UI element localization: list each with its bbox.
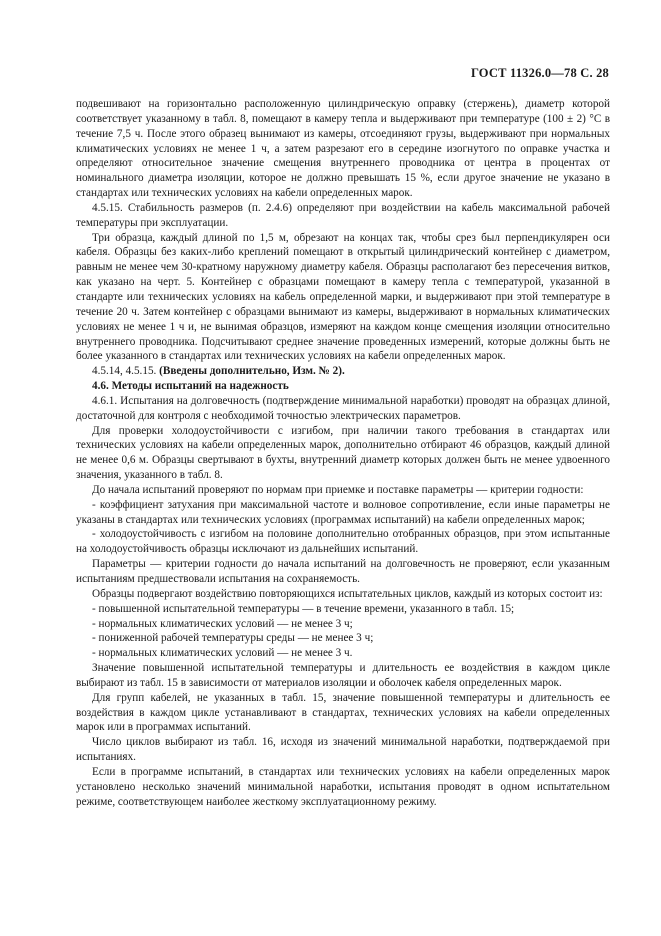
page-header: ГОСТ 11326.0—78 С. 28 xyxy=(470,66,609,80)
paragraph: До начала испытаний проверяют по нормам при приемке и поставке параметры — критерии годности: xyxy=(92,483,584,496)
paragraph: подвешивают на горизонтально расположенную цилиндрическую оправку (стержень), диаметр которой соответствует указанному в табл. 8, помещают в камеру тепла и выдерживают при температуре (100 ± 2) °С в течение 7,5 ч. После этого образец вынимают из камеры, отсоединяют грузы, выдерживают при нормальных климатических условиях не менее 1 ч, а затем разрезают его в середине изогнутого по оправке участка и определяют относительное значение смещения внутреннего проводника от центра в процентах от номинального диаметра изоляции, которое не должно превышать 15 %, если другое значение не указано в стандартах или технических условиях на кабели определенных марок. xyxy=(76,98,610,200)
paragraph: Если в программе испытаний, в стандартах или технических условиях на кабели определенных марок установлено несколько значений минимальной наработки, испытания проводят в одном испытательном режиме, соответствующем наиболее жесткому эксплуатационному режиму. xyxy=(76,765,610,808)
paragraph: Параметры — критерии годности до начала испытаний на долговечность не проверяют, если указанным испытаниям предшествовали испытания на сохраняемость. xyxy=(76,558,610,585)
paragraph: Для проверки холодоустойчивости с изгибом, при наличии такого требования в стандартах или технических условиях на кабели определенных марок, дополнительно отбирают 46 образцов, каждый длиной не менее 0,6 м. Образцы свертывают в бухты, внутренний диаметр которых должен быть не менее удвоенного значения, указанного в табл. 8. xyxy=(76,424,610,482)
paragraph: Три образца, каждый длиной по 1,5 м, обрезают на концах так, чтобы срез был перпендикулярен оси кабеля. Образцы без каких-либо креплений помещают в открытый цилиндрический контейнер с диаметром, равным не менее чем 30-кратному наружному диаметру кабеля. Образцы располагают без пересечения витков, как указано на черт. 5. Контейнер с образцами помещают в камеру тепла с температурой, указанной в стандарте или технических условиях на кабель определенной марки, и выдерживают при этой температуре в течение 20 ч. Затем контейнер с образцами вынимают из камеры, выдерживают в нормальных климатических условиях не менее 1 ч и, не вынимая образцов, измеряют на каждом конце смещения изоляции относительно внутреннего проводника. Подсчитывают среднее значение проведенных измерений, которые должны быть не более указанного в стандартах или технических условиях на кабели определенных марок. xyxy=(76,231,610,363)
section-heading: 4.6. Методы испытаний на надежность xyxy=(92,380,289,393)
paragraph: 4.6.1. Испытания на долговечность (подтверждение минимальной наработки) проводят на образцах длиной, достаточной для контроля с необходимой точностью электрических параметров. xyxy=(76,394,610,422)
list-item: - коэффициент затухания при максимальной частоте и волновое сопротивление, если иные параметры не указаны в стандартах или технических условиях (программах испытаний) на кабели определенных марок; xyxy=(76,498,610,526)
list-item: - нормальных климатических условий — не менее 3 ч. xyxy=(92,647,353,660)
paragraph: Для групп кабелей, не указанных в табл. 15, значение повышенной температуры и длительность ее воздействия в каждом цикле устанавливают в стандартах, технических условиях на кабели определенных марок или в программах испытаний. xyxy=(76,691,610,734)
paragraph: 4.5.15. Стабильность размеров (п. 2.4.6) определяют при воздействии на кабель максимальной рабочей температуры при эксплуатации. xyxy=(76,201,610,229)
amendment-clauses: 4.5.14, 4.5.15. xyxy=(92,365,157,378)
list-item: - холодоустойчивость с изгибом на половине дополнительно отобранных образцов, при этом испытанные на холодоустойчивость образцы исключают из дальнейших испытаний. xyxy=(76,528,610,556)
amendment-note xyxy=(76,364,610,379)
paragraph: Число циклов выбирают из табл. 16, исходя из значений минимальной наработки, подтверждаемой при испытаниях. xyxy=(76,736,610,764)
list-item: - нормальных климатических условий — не менее 3 ч; xyxy=(92,617,353,630)
list-item: - повышенной испытательной температуры — в течение времени, указанного в табл. 15; xyxy=(92,602,515,615)
document-body xyxy=(76,97,610,810)
paragraph: Значение повышенной испытательной температуры и длительность ее воздействия в каждом цикле выбирают из табл. 15 в зависимости от материалов изоляции и оболочек кабеля определенных марок. xyxy=(76,662,610,689)
paragraph: Образцы подвергают воздействию повторяющихся испытательных циклов, каждый из которых состоит из: xyxy=(92,587,603,600)
list-item: - пониженной рабочей температуры среды — не менее 3 ч; xyxy=(92,632,374,645)
amendment-text: (Введены дополнительно, Изм. № 2). xyxy=(159,365,345,378)
